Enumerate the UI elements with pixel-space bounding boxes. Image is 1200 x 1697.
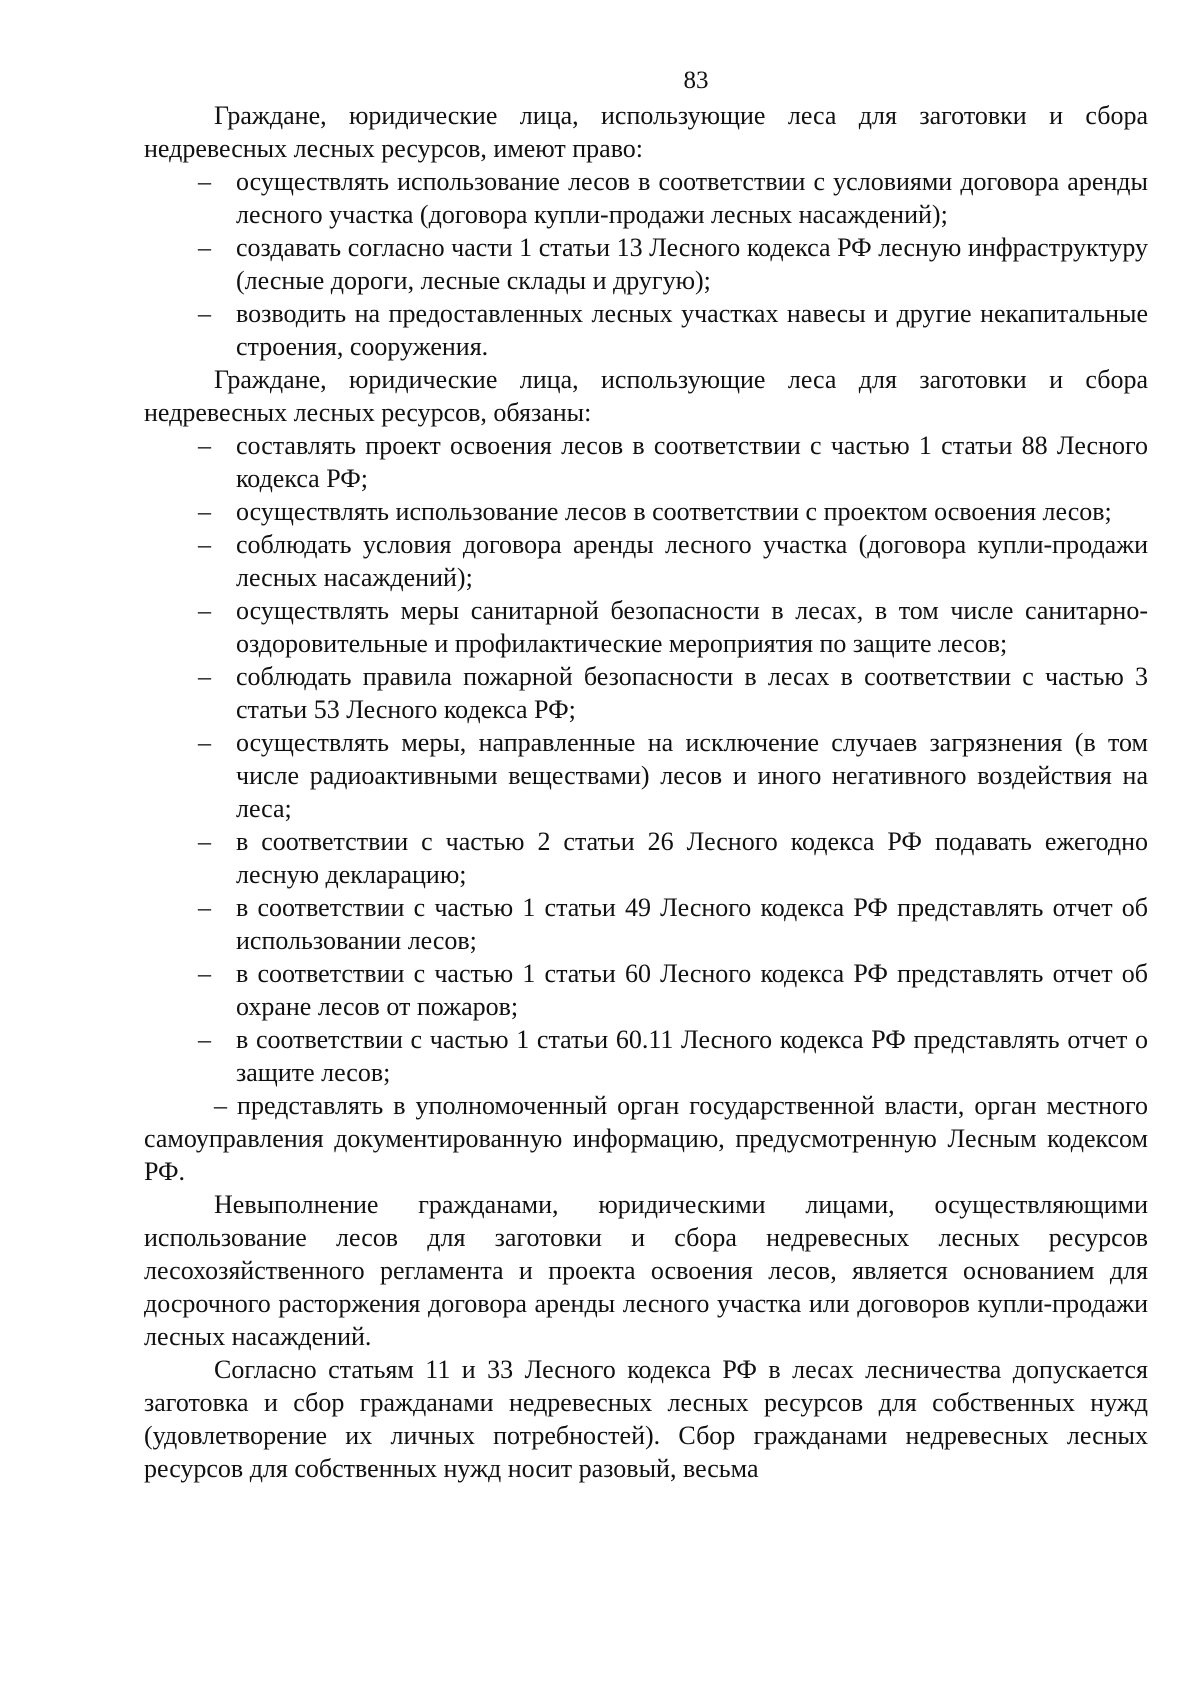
- dash-bullet: –: [198, 233, 211, 262]
- list-item: [144, 1023, 1148, 1089]
- list-item: [144, 231, 1148, 297]
- list-item-text: составлять проект освоения лесов в соответствии с частью 1 статьи 88 Лесного кодекса РФ;: [236, 431, 1148, 493]
- list-item-text: осуществлять меры, направленные на исключение случаев загрязнения (в том числе радиоактивными веществами) лесов и иного негативного воздействия на леса;: [236, 728, 1148, 823]
- dash-bullet: –: [198, 530, 211, 559]
- duties-intro-paragraph: Граждане, юридические лица, использующие леса для заготовки и сбора недревесных лесных ресурсов, обязаны:: [144, 365, 1148, 427]
- list-item: [144, 429, 1148, 495]
- list-item: [144, 528, 1148, 594]
- list-item-text: в соответствии с частью 1 статьи 60 Лесного кодекса РФ представлять отчет об охране лесов от пожаров;: [236, 959, 1148, 1021]
- dash-bullet: –: [198, 497, 211, 526]
- articles-paragraph: Согласно статьям 11 и 33 Лесного кодекса РФ в лесах лесничества допускается заготовка и сбор гражданами недревесных лесных ресурсов для собственных нужд (удовлетворение их личных потребностей). Сбор гражданами недревесных лесных ресурсов для собственных нужд носит разовый, весьма: [144, 1355, 1148, 1483]
- duties-list: [144, 429, 1148, 1089]
- list-item-text: соблюдать правила пожарной безопасности в лесах в соответствии с частью 3 статьи 53 Лесного кодекса РФ;: [236, 662, 1148, 724]
- list-item: [144, 957, 1148, 1023]
- dash-bullet: –: [198, 167, 211, 196]
- dash-bullet: –: [198, 299, 211, 328]
- dash-bullet: –: [198, 728, 211, 757]
- list-item-text: осуществлять меры санитарной безопасности в лесах, в том числе санитарно-оздоровительные и профилактические мероприятия по защите лесов;: [236, 596, 1148, 658]
- list-item-text: создавать согласно части 1 статьи 13 Лесного кодекса РФ лесную инфраструктуру (лесные дороги, лесные склады и другую);: [236, 233, 1148, 295]
- list-item: [144, 594, 1148, 660]
- dash-bullet: –: [198, 893, 211, 922]
- rights-list: [144, 165, 1148, 363]
- list-item-text: осуществлять использование лесов в соответствии с условиями договора аренды лесного участка (договора купли-продажи лесных насаждений);: [236, 167, 1148, 229]
- dash-bullet: –: [198, 596, 211, 625]
- dash-bullet: –: [198, 662, 211, 691]
- list-item: [144, 825, 1148, 891]
- list-item-text: в соответствии с частью 1 статьи 60.11 Лесного кодекса РФ представлять отчет о защите лесов;: [236, 1025, 1148, 1087]
- dash-bullet: –: [198, 1025, 211, 1054]
- list-item: [144, 660, 1148, 726]
- list-item: [144, 891, 1148, 957]
- list-item-text: в соответствии с частью 2 статьи 26 Лесного кодекса РФ подавать ежегодно лесную декларацию;: [236, 827, 1148, 889]
- duty-last-paragraph: – представлять в уполномоченный орган государственной власти, орган местного самоуправления документированную информацию, предусмотренную Лесным кодексом РФ.: [144, 1091, 1148, 1186]
- page-number: 83: [683, 67, 709, 94]
- list-item-text: в соответствии с частью 1 статьи 49 Лесного кодекса РФ представлять отчет об использовании лесов;: [236, 893, 1148, 955]
- violation-paragraph: Невыполнение гражданами, юридическими лицами, осуществляющими использование лесов для заготовки и сбора недревесных лесных ресурсов лесохозяйственного регламента и проекта освоения лесов, является основанием для досрочного расторжения договора аренды лесного участка или договоров купли-продажи лесных насаждений.: [144, 1190, 1148, 1351]
- dash-bullet: –: [198, 959, 211, 988]
- list-item-text: возводить на предоставленных лесных участках навесы и другие некапитальные строения, сооружения.: [236, 299, 1148, 361]
- list-item: [144, 495, 1148, 528]
- list-item-text: соблюдать условия договора аренды лесного участка (договора купли-продажи лесных насаждений);: [236, 530, 1148, 592]
- dash-bullet: –: [198, 431, 211, 460]
- list-item: [144, 297, 1148, 363]
- list-item-text: осуществлять использование лесов в соответствии с проектом освоения лесов;: [236, 497, 1112, 526]
- dash-bullet: –: [198, 827, 211, 856]
- list-item: [144, 165, 1148, 231]
- rights-intro-paragraph: Граждане, юридические лица, использующие леса для заготовки и сбора недревесных лесных ресурсов, имеют право:: [144, 101, 1148, 163]
- list-item: [144, 726, 1148, 825]
